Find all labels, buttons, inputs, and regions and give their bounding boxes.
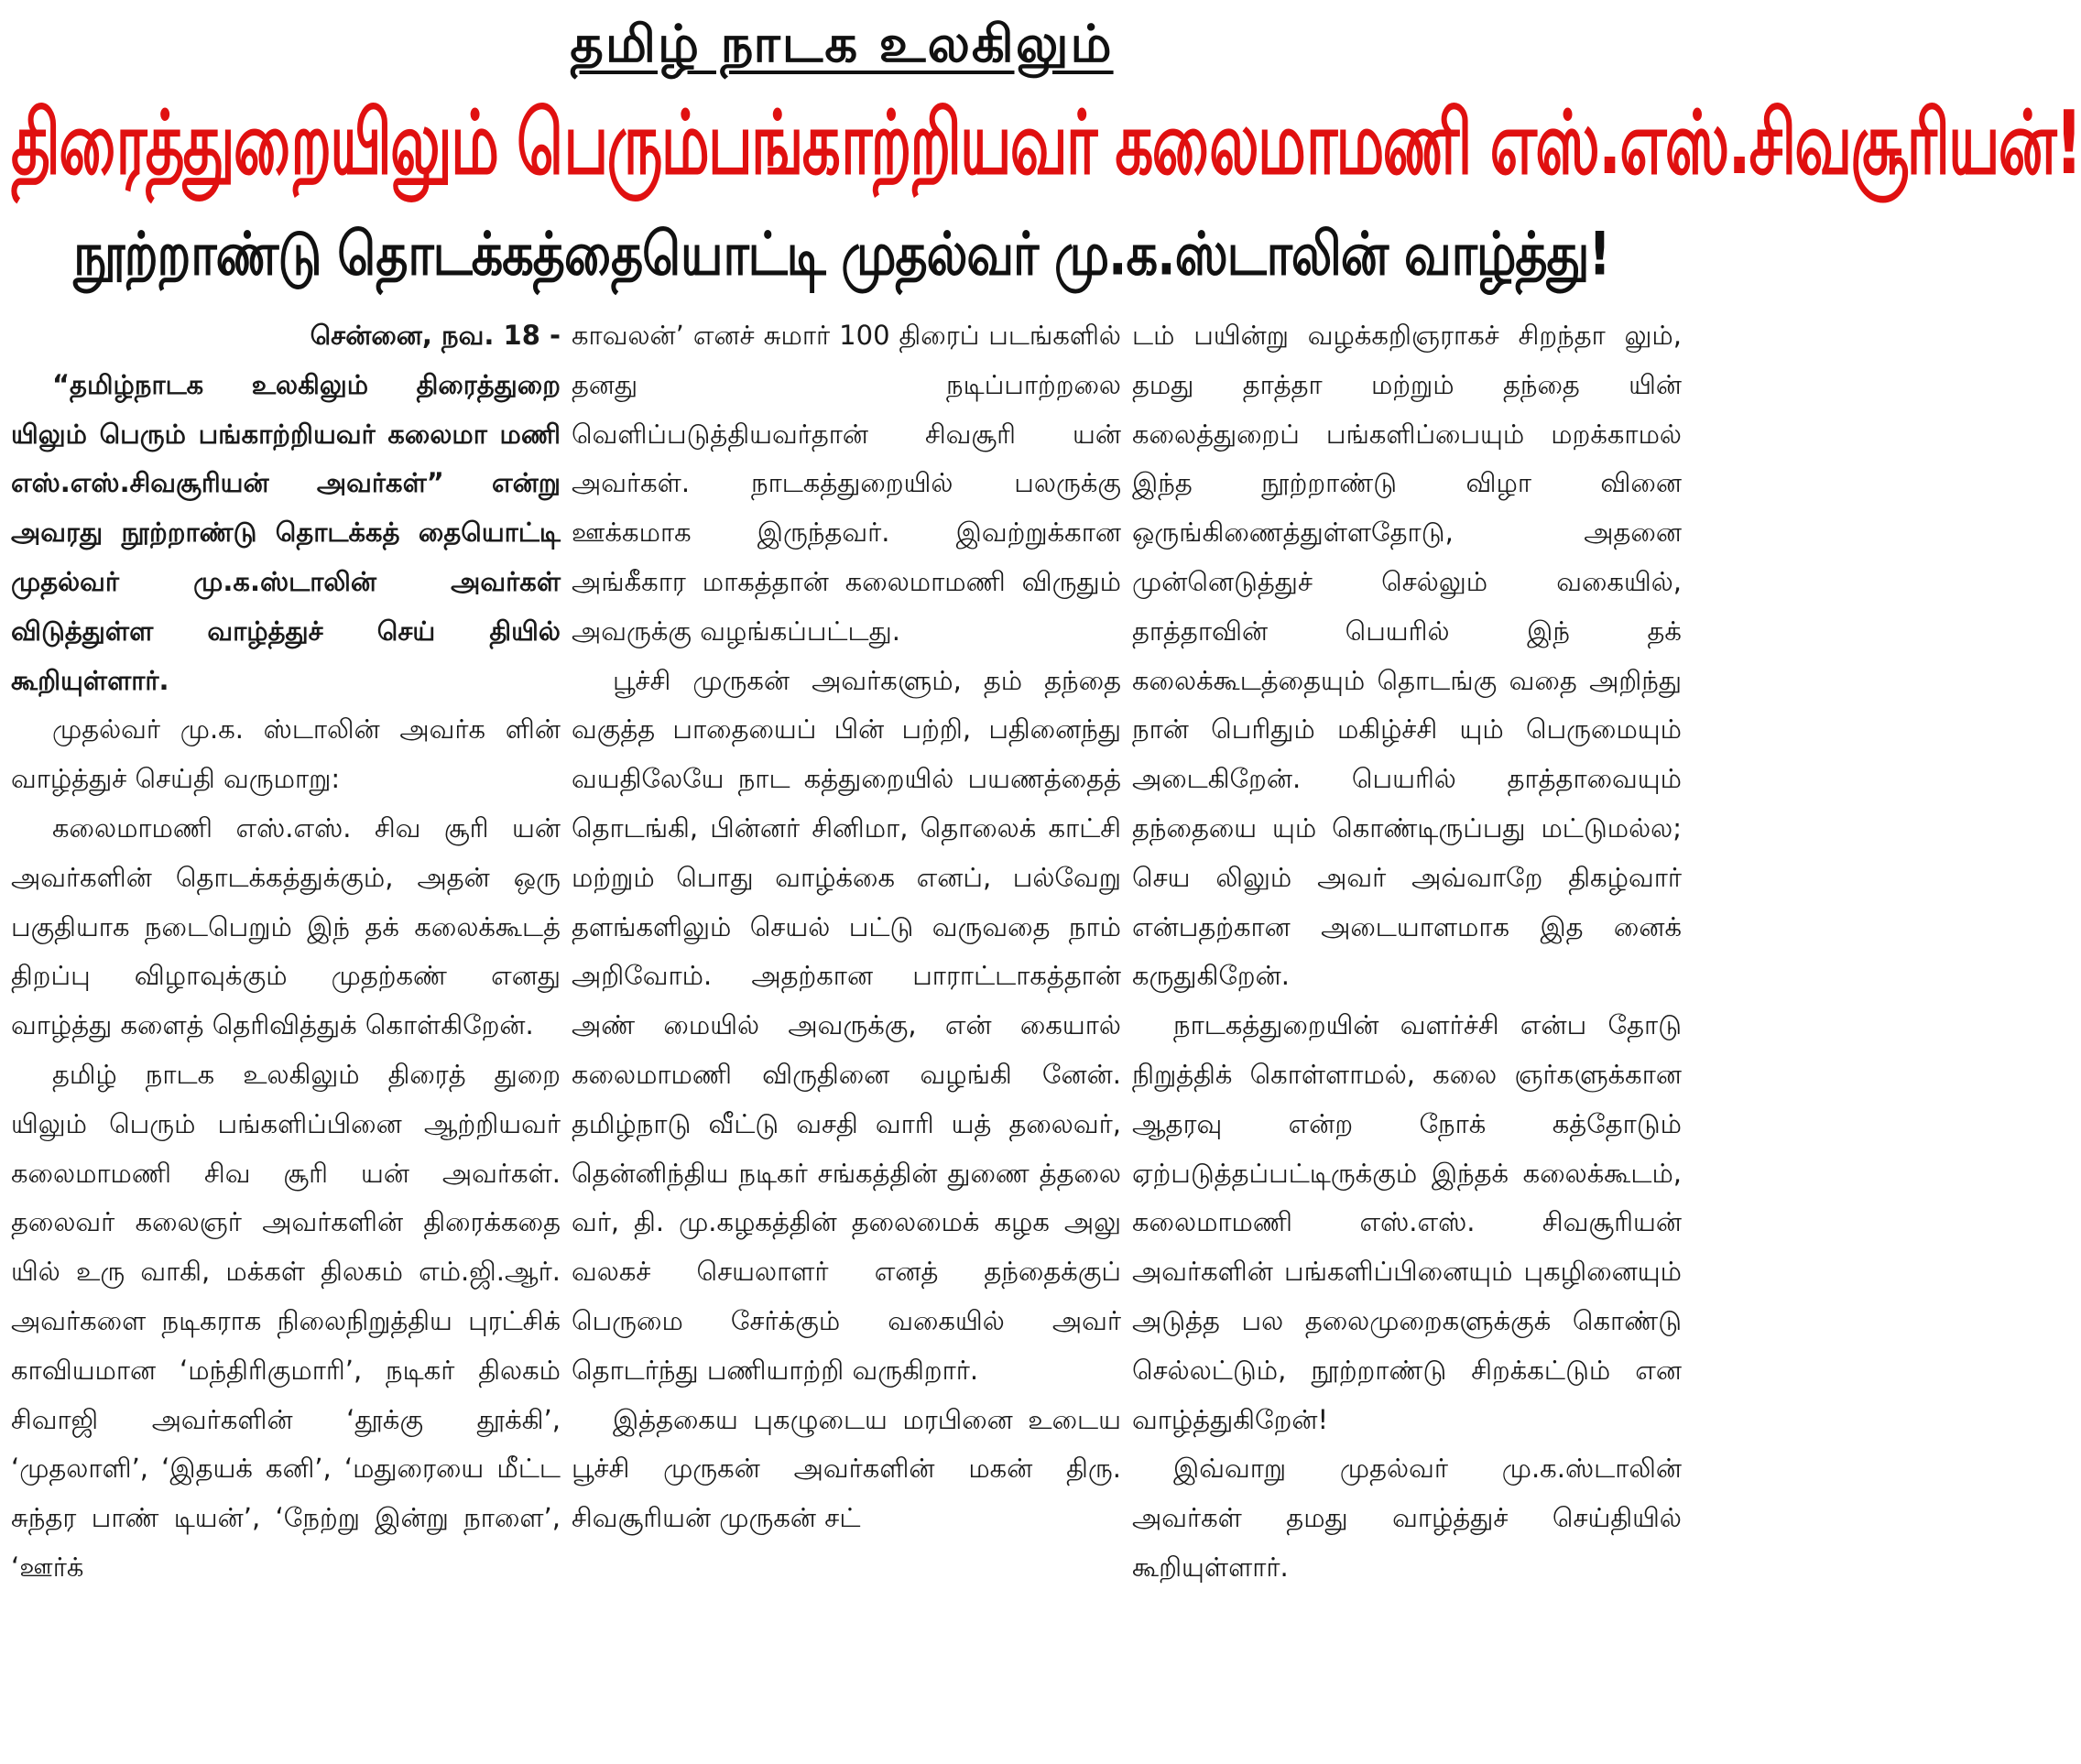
column-1 [11,311,561,1667]
main-headline: திரைத்துறையிலும் பெரும்பங்காற்றியவர் கலைமாமணி எஸ்.எஸ்.சிவசூரியன்! [11,92,2081,195]
paragraph: நாடகத்துறையின் வளர்ச்சி என்ப தோடு நிறுத்திக் கொள்ளாமல், கலை ஞர்களுக்கான ஆதரவு என்ற நோக் கத்தோடும் ஏற்படுத்தப்பட்டிருக்கும் இந்தக் கலைக்கூடம், கலைமாமணி எஸ்.எஸ். சிவசூரியன் அவர்களின் பங்களிப்பினையும் புகழினையும் அடுத்த பல தலைமுறைகளுக்குக் கொண்டு செல்லட்டும், நூற்றாண்டு சிறக்கட்டும் என வாழ்த்துகிறேன்! [1132,1009,1682,1435]
lead-paragraph: “தமிழ்நாடக உலகிலும் திரைத்துறை யிலும் பெரும் பங்காற்றியவர் கலைமா மணி எஸ்.எஸ்.சிவசூரியன் அவர்கள்” என்று அவரது நூற்றாண்டு தொடக்கத் தையொட்டி முதல்வர் மு.க.ஸ்டாலின் அவர்கள் விடுத்துள்ள வாழ்த்துச் செய் தியில் கூறியுள்ளார். [11,368,561,696]
paragraph: பூச்சி முருகன் அவர்களும், தம் தந்தை வகுத்த பாதையைப் பின் பற்றி, பதினைந்து வயதிலேயே நாட கத்துறையில் பயணத்தைத் தொடங்கி, பின்னர் சினிமா, தொலைக் காட்சி மற்றும் பொது வாழ்க்கை எனப், பல்வேறு தளங்களிலும் செயல் பட்டு வருவதை நாம் அறிவோம். அதற்கான பாராட்டாகத்தான் அண் மையில் அவருக்கு, என் கையால் கலைமாமணி விருதினை வழங்கி னேன். தமிழ்நாடு வீட்டு வசதி வாரி யத் தலைவர், தென்னிந்திய நடிகர் சங்கத்தின் துணை த்தலை வர், தி. மு.கழகத்தின் தலைமைக் கழக அலு வலகச் செயலாளர் எனத் தந்தைக்குப் பெருமை சேர்க்கும் வகையில் அவர் தொடர்ந்து பணியாற்றி வருகிறார். [572,664,1121,1386]
paragraph: டம் பயின்று வழக்கறிஞராகச் சிறந்தா லும், தமது தாத்தா மற்றும் தந்தை யின் கலைத்துறைப் பங்களிப்பையும் மறக்காமல் இந்த நூற்றாண்டு விழா வினை ஒருங்கிணைத்துள்ளதோடு, அதனை முன்னெடுத்துச் செல்லும் வகையில், தாத்தாவின் பெயரில் இந் தக் கலைக்கூடத்தையும் தொடங்கு வதை அறிந்து நான் பெரிதும் மகிழ்ச்சி யும் பெருமையும் அடைகிறேன். பெயரில் தாத்தாவையும் தந்தையை யும் கொண்டிருப்பது மட்டுமல்ல; செய லிலும் அவர் அவ்வாறே திகழ்வார் என்பதற்கான அடையாளமாக இத னைக் கருதுகிறேன். [1132,320,1682,992]
paragraph: முதல்வர் மு.க. ஸ்டாலின் அவர்க ளின் வாழ்த்துச் செய்தி வருமாறு: [11,713,561,795]
column-2 [572,311,1121,1667]
subheadline: நூற்றாண்டு தொடக்கத்தையொட்டி முதல்வர் மு.க.ஸ்டாலின் வாழ்த்து! [73,219,1610,289]
paragraph: காவலன்’ எனச் சுமார் 100 திரைப் படங்களில் தனது நடிப்பாற்றலை வெளிப்படுத்தியவர்தான் சிவசூரி யன் அவர்கள். நாடகத்துறையில் பலருக்கு ஊக்கமாக இருந்தவர். இவற்றுக்கான அங்கீகார மாகத்தான் கலைமாமணி விருதும் அவருக்கு வழங்கப்பட்டது. [572,320,1121,647]
paragraph: இவ்வாறு முதல்வர் மு.க.ஸ்டாலின் அவர்கள் தமது வாழ்த்துச் செய்தியில் கூறியுள்ளார். [1132,1453,1682,1583]
paragraph: கலைமாமணி எஸ்.எஸ். சிவ சூரி யன் அவர்களின் தொடக்கத்துக்கும், அதன் ஒரு பகுதியாக நடைபெறும் இந் தக் கலைக்கூடத் திறப்பு விழாவுக்கும் முதற்கண் எனது வாழ்த்து களைத் தெரிவித்துக் கொள்கிறேன். [11,811,561,1041]
paragraph: இத்தகைய புகழுடைய மரபினை உடைய பூச்சி முருகன் அவர்களின் மகன் திரு. சிவசூரியன் முருகன் சட் [572,1403,1121,1534]
column-3 [1132,311,1682,1667]
paragraph: தமிழ் நாடக உலகிலும் திரைத் துறை யிலும் பெரும் பங்களிப்பினை ஆற்றியவர் கலைமாமணி சிவ சூரி யன் அவர்கள். தலைவர் கலைஞர் அவர்களின் திரைக்கதை யில் உரு வாகி, மக்கள் திலகம் எம்.ஜி.ஆர். அவர்களை நடிகராக நிலைநிறுத்திய புரட்சிக் காவியமான ‘மந்திரிகுமாரி’, நடிகர் திலகம் சிவாஜி அவர்களின் ‘தூக்கு தூக்கி’, ‘முதலாளி’, ‘இதயக் கனி’, ‘மதுரையை மீட்ட சுந்தர பாண் டியன்’, ‘நேற்று இன்று நாளை’, ‘ஊர்க் [11,1058,561,1583]
kicker-heading: தமிழ் நாடக உலகிலும் [570,15,1114,74]
article-columns [11,311,1682,1667]
dateline: சென்னை, நவ. 18 - [310,320,561,351]
